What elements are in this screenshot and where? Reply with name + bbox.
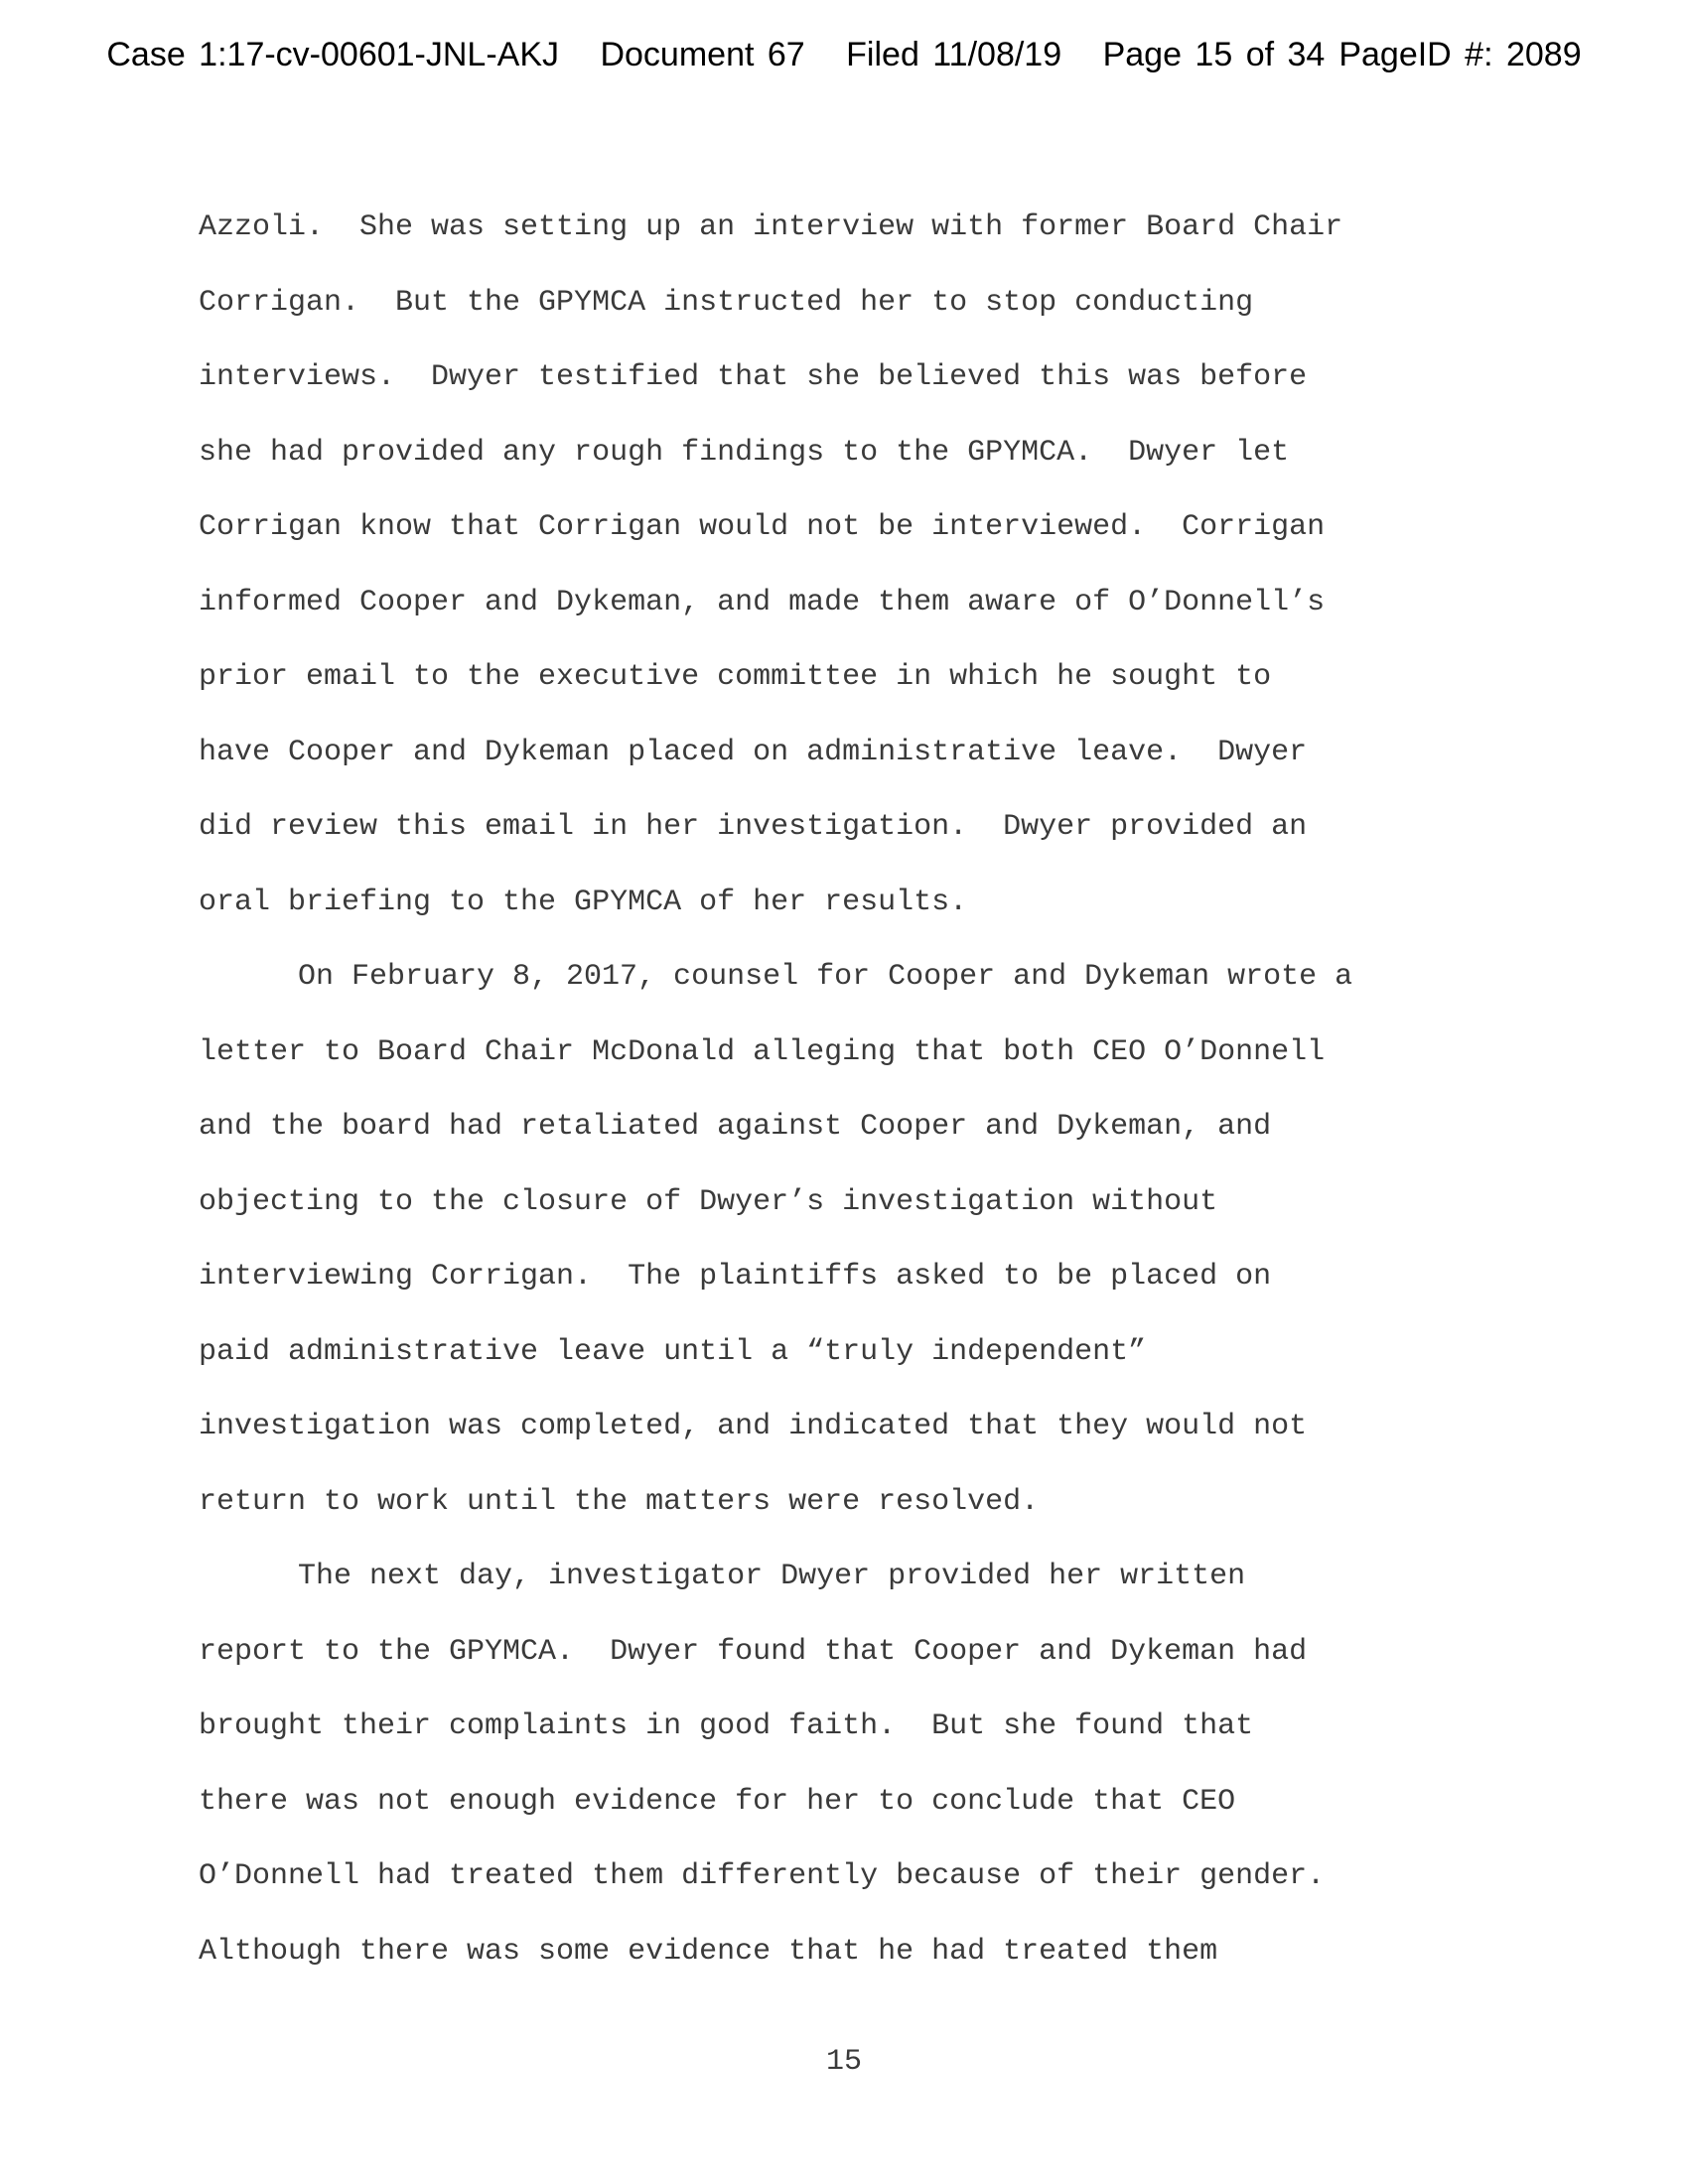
text-line: On February 8, 2017, counsel for Cooper and Dykeman wrote a — [298, 960, 1353, 994]
text-line: oral briefing to the GPYMCA of her results. — [199, 885, 968, 919]
page-count: Page 15 of 34 — [1102, 36, 1326, 73]
page-id: PageID #: 2089 — [1338, 36, 1582, 73]
text-line: Corrigan know that Corrigan would not be interviewed. Corrigan — [199, 510, 1326, 544]
text-line: report to the GPYMCA. Dwyer found that Cooper and Dykeman had — [199, 1634, 1308, 1669]
text-line: The next day, investigator Dwyer provided her written — [298, 1560, 1246, 1593]
text-line: interviews. Dwyer testified that she believed this was before — [199, 360, 1308, 394]
paragraph — [199, 940, 1529, 1540]
text-line: did review this email in her investigation. Dwyer provided an — [199, 810, 1308, 844]
paragraph — [199, 191, 1529, 940]
text-line: letter to Board Chair McDonald alleging that both CEO O’Donnell — [199, 1034, 1326, 1069]
text-line: she had provided any rough findings to the GPYMCA. Dwyer let — [199, 435, 1290, 470]
text-line: return to work until the matters were resolved. — [199, 1484, 1040, 1519]
filed-date: Filed 11/08/19 — [846, 36, 1062, 73]
case-number: Case 1:17-cv-00601-JNL-AKJ — [106, 36, 560, 73]
text-line: Azzoli. She was setting up an interview with former Board Chair — [199, 210, 1343, 244]
text-line: brought their complaints in good faith. But she found that — [199, 1709, 1254, 1743]
document-number: Document 67 — [600, 36, 805, 73]
text-line: there was not enough evidence for her to conclude that CEO — [199, 1784, 1236, 1819]
text-line: investigation was completed, and indicated that they would not — [199, 1410, 1308, 1443]
case-header — [0, 36, 1688, 74]
text-line: objecting to the closure of Dwyer’s investigation without — [199, 1184, 1218, 1219]
document-body — [199, 191, 1529, 1989]
text-line: have Cooper and Dykeman placed on administrative leave. Dwyer — [199, 735, 1308, 769]
text-line: Corrigan. But the GPYMCA instructed her to stop conducting — [199, 285, 1254, 320]
page-number: 15 — [825, 2045, 862, 2079]
text-line: paid administrative leave until a “truly independent” — [199, 1334, 1147, 1369]
text-line: Although there was some evidence that he had treated them — [199, 1934, 1218, 1969]
paragraph — [199, 1540, 1529, 1989]
text-line: prior email to the executive committee in which he sought to — [199, 660, 1272, 694]
text-line: informed Cooper and Dykeman, and made them aware of O’Donnell’s — [199, 585, 1326, 619]
text-line: interviewing Corrigan. The plaintiffs asked to be placed on — [199, 1260, 1272, 1294]
text-line: and the board had retaliated against Cooper and Dykeman, and — [199, 1110, 1272, 1144]
text-line: O’Donnell had treated them differently because of their gender. — [199, 1859, 1326, 1893]
